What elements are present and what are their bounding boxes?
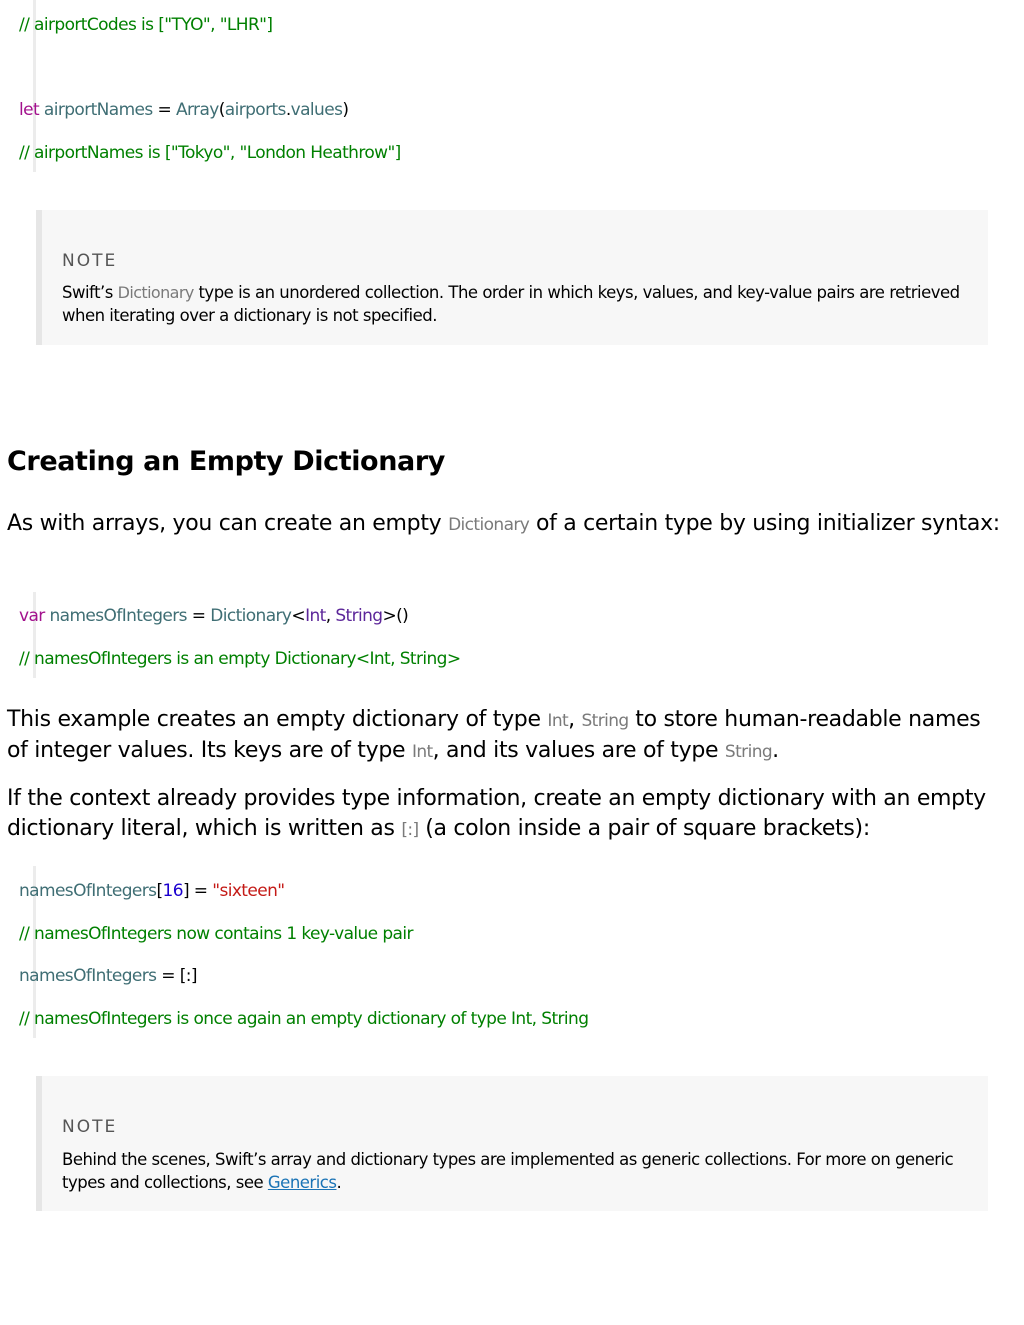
code-comment: // airportNames is ["Tokyo", "London Heathrow"] bbox=[19, 143, 401, 163]
code-type: String bbox=[335, 606, 383, 626]
note-box bbox=[36, 210, 988, 345]
note-text-segment: type is an unordered collection. The order in which keys, values, and key-value pairs are retrieved when iterating over a dictionary is not specified. bbox=[62, 283, 960, 325]
code-line bbox=[19, 966, 197, 986]
inline-code: String bbox=[581, 711, 629, 731]
note-text-segment: Swift’s bbox=[62, 283, 118, 302]
inline-code: Dictionary bbox=[448, 515, 530, 535]
generics-link[interactable]: Generics bbox=[267, 1173, 337, 1192]
inline-code: String bbox=[724, 742, 773, 762]
code-punct: ) bbox=[342, 100, 349, 120]
code-punct: = [:] bbox=[156, 966, 197, 986]
code-punct: >() bbox=[382, 606, 409, 626]
note-text bbox=[62, 1148, 962, 1194]
code-identifier: namesOfIntegers bbox=[19, 881, 157, 901]
code-punct: , bbox=[325, 606, 336, 626]
note-label: NOTE bbox=[62, 1117, 118, 1137]
note-text bbox=[62, 281, 962, 327]
code-type: Int bbox=[305, 606, 326, 626]
code-identifier: values bbox=[290, 100, 343, 120]
paragraph bbox=[7, 509, 1007, 540]
code-punct: . bbox=[285, 100, 291, 120]
inline-code: Int bbox=[411, 742, 433, 762]
inline-code: Int bbox=[547, 711, 569, 731]
paragraph bbox=[7, 705, 1007, 767]
code-identifier: namesOfIntegers bbox=[19, 966, 157, 986]
section-heading: Creating an Empty Dictionary bbox=[7, 446, 445, 477]
paragraph bbox=[7, 784, 1007, 845]
code-type: Array bbox=[175, 100, 219, 120]
paragraph-text: . bbox=[772, 738, 779, 763]
code-line bbox=[19, 881, 285, 901]
code-number: 16 bbox=[162, 881, 183, 901]
note-label: NOTE bbox=[62, 251, 118, 271]
note-text-segment: Behind the scenes, Swift’s array and dictionary types are implemented as generic collections. For more on generic types and collections, see bbox=[62, 1150, 954, 1192]
code-punct: < bbox=[291, 606, 306, 626]
code-operator: = bbox=[188, 881, 213, 901]
paragraph-text: If the context already provides type information, create an empty dictionary with an empty dictionary literal, which is written as bbox=[7, 786, 986, 841]
code-comment: // airportCodes is ["TYO", "LHR"] bbox=[19, 15, 273, 35]
note-text-segment: . bbox=[336, 1173, 342, 1192]
code-keyword: var bbox=[19, 606, 45, 626]
paragraph-text: This example creates an empty dictionary of type bbox=[7, 707, 548, 732]
code-identifier: namesOfIntegers bbox=[49, 606, 187, 626]
code-identifier: airports bbox=[224, 100, 286, 120]
paragraph-text: , and its values are of type bbox=[432, 738, 725, 763]
code-comment: // namesOfIntegers is once again an empty dictionary of type Int, String bbox=[19, 1009, 589, 1029]
paragraph-text: (a colon inside a pair of square brackets): bbox=[418, 816, 870, 841]
code-operator: = bbox=[186, 606, 211, 626]
inline-code: Dictionary bbox=[117, 283, 194, 302]
code-type: Dictionary bbox=[210, 606, 292, 626]
code-operator: = bbox=[152, 100, 176, 120]
code-punct: ] bbox=[182, 881, 189, 901]
paragraph-text: to store human-readable names of integer values. Its keys are of type bbox=[7, 707, 981, 763]
code-comment: // namesOfIntegers is an empty Dictionary<Int, String> bbox=[19, 649, 461, 669]
paragraph-text: of a certain type by using initializer syntax: bbox=[529, 511, 1000, 536]
paragraph-text: , bbox=[568, 707, 582, 732]
code-punct: [ bbox=[156, 881, 163, 901]
code-line bbox=[19, 100, 348, 120]
paragraph-text: As with arrays, you can create an empty bbox=[7, 511, 449, 536]
code-string: "sixteen" bbox=[212, 881, 285, 901]
note-box bbox=[36, 1076, 988, 1211]
code-keyword: let bbox=[19, 100, 40, 120]
code-identifier: airportNames bbox=[43, 100, 153, 120]
code-punct: ( bbox=[218, 100, 225, 120]
inline-code: [:] bbox=[401, 820, 419, 840]
code-comment: // namesOfIntegers now contains 1 key-value pair bbox=[19, 924, 413, 944]
code-line bbox=[19, 606, 408, 626]
